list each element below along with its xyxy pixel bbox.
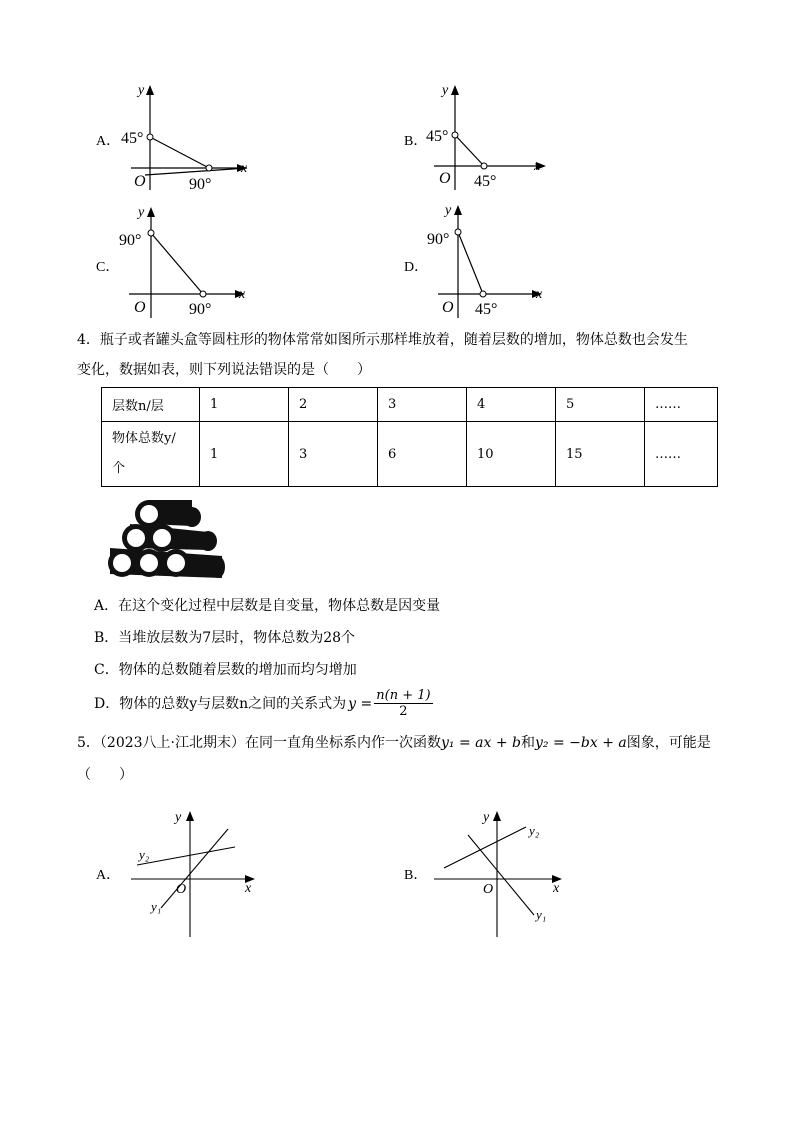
q3-option-a-label: A． bbox=[96, 134, 121, 149]
q5-graph-b bbox=[430, 805, 570, 940]
row-header-totals-b: 个 bbox=[112, 461, 126, 476]
axis-x-label: x bbox=[536, 287, 543, 302]
axis-y-label: y bbox=[175, 810, 182, 825]
q3-graph-c bbox=[115, 200, 255, 320]
y-mark: 90° bbox=[427, 231, 450, 248]
table-cell: 3 bbox=[378, 388, 467, 422]
table-cell: 15 bbox=[556, 422, 645, 487]
origin-label: O bbox=[134, 299, 146, 316]
table-cell: 2 bbox=[289, 388, 378, 422]
x-mark: 45° bbox=[474, 173, 497, 190]
table-cell: 10 bbox=[467, 422, 556, 487]
axis-x-label: x bbox=[239, 287, 246, 302]
fraction-numerator: n(n + 1) bbox=[376, 688, 431, 703]
q4-option-c: C．物体的总数随着层数的增加而均匀增加 bbox=[94, 662, 357, 678]
table-cell: …… bbox=[645, 422, 718, 487]
q4-data-table bbox=[101, 387, 718, 487]
table-cell: …… bbox=[645, 388, 718, 422]
q5-tail: 图象，可能是 bbox=[626, 735, 711, 751]
q4-option-d-fraction bbox=[374, 688, 432, 719]
q3-graph-b bbox=[428, 80, 558, 195]
x-mark: 45° bbox=[475, 301, 498, 318]
line-label-y1: y₁ bbox=[536, 907, 547, 922]
q4-option-d bbox=[94, 688, 433, 719]
axis-y-label: y bbox=[138, 83, 145, 98]
x-mark: 90° bbox=[189, 301, 212, 318]
axis-x-label: x bbox=[245, 881, 252, 896]
table-row bbox=[102, 422, 718, 487]
axis-y-label: y bbox=[138, 205, 145, 220]
q3-option-b-label: B． bbox=[404, 134, 428, 149]
axis-y-label: y bbox=[442, 83, 449, 98]
q4-stem-line2: 变化，数据如表，则下列说法错误的是（ ） bbox=[77, 362, 371, 378]
q3-graph-a bbox=[121, 80, 265, 195]
q4-stem-line1: 4．瓶子或者罐头盒等圆柱形的物体常常如图所示那样堆放着，随着层数的增加，物体总数也会发生 bbox=[77, 332, 688, 348]
row-header-totals-a: 物体总数y/ bbox=[112, 431, 176, 446]
y-mark: 90° bbox=[119, 232, 142, 249]
q3-option-c-label: C． bbox=[96, 260, 120, 275]
origin-label: O bbox=[134, 173, 146, 190]
table-cell: 6 bbox=[378, 422, 467, 487]
q5-and: 和 bbox=[521, 735, 535, 751]
q5-func2: y₂ = −bx + a bbox=[535, 735, 627, 751]
axis-x-label: x bbox=[534, 159, 541, 174]
axis-y-label: y bbox=[483, 810, 490, 825]
origin-label: O bbox=[176, 882, 187, 897]
q5-func1: y₁ = ax + b bbox=[441, 735, 521, 751]
x-mark: 90° bbox=[189, 176, 212, 193]
q5-option-a-label: A． bbox=[96, 868, 121, 883]
table-cell: 3 bbox=[289, 422, 378, 487]
origin-label: O bbox=[483, 882, 494, 897]
origin-label: O bbox=[439, 170, 451, 187]
row-header-layers: 层数n/层 bbox=[102, 388, 200, 422]
table-cell: 4 bbox=[467, 388, 556, 422]
line-label-y1: y₁ bbox=[151, 899, 162, 914]
q4-option-d-lhs: y = bbox=[348, 695, 373, 712]
axis-x-label: x bbox=[553, 881, 560, 896]
q5-stem-text: 5．（2023八上·江北期末）在同一直角坐标系内作一次函数 bbox=[77, 735, 441, 751]
q4-option-b: B．当堆放层数为7层时，物体总数为28个 bbox=[94, 630, 356, 646]
y-mark: 45° bbox=[426, 128, 449, 145]
table-row bbox=[102, 388, 718, 422]
q4-option-a: A．在这个变化过程中层数是自变量，物体总数是因变量 bbox=[94, 598, 441, 614]
q3-graph-d bbox=[422, 198, 552, 323]
origin-label: O bbox=[442, 299, 454, 316]
table-cell: 5 bbox=[556, 388, 645, 422]
q5-option-b-label: B． bbox=[404, 868, 428, 883]
row-header-totals bbox=[102, 422, 200, 487]
q5-graph-a bbox=[125, 805, 265, 940]
line-label-y2: y₂ bbox=[139, 847, 150, 862]
q5-stem-line1 bbox=[77, 733, 711, 753]
line-label-y2: y₂ bbox=[529, 823, 540, 838]
q3-option-d-label: D． bbox=[404, 260, 429, 275]
table-cell: 1 bbox=[200, 422, 289, 487]
axis-x-label: x bbox=[241, 161, 248, 176]
q4-option-d-text: D．物体的总数y与层数n之间的关系式为 bbox=[94, 695, 347, 712]
fraction-denominator: 2 bbox=[399, 704, 408, 719]
table-cell: 1 bbox=[200, 388, 289, 422]
stacked-cylinders-illustration bbox=[100, 494, 225, 580]
cylinder-top bbox=[135, 500, 163, 528]
y-mark: 45° bbox=[121, 130, 144, 147]
q5-stem-line2: （ ） bbox=[77, 767, 133, 783]
axis-y-label: y bbox=[445, 203, 452, 218]
